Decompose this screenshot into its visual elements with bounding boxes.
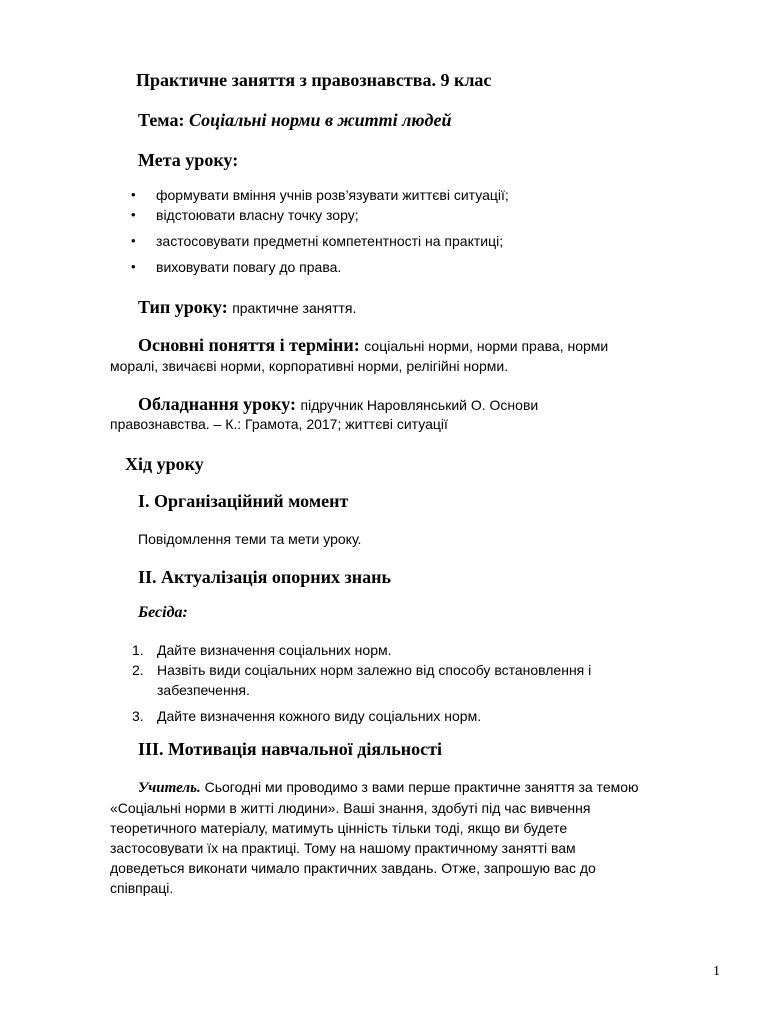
page-number: 1	[713, 964, 720, 979]
topic-line	[138, 110, 452, 131]
section3-heading: ІІІ. Мотивація навчальної діяльності	[138, 739, 442, 759]
concepts-text-2: моралі, звичаєві норми, корпоративні норми, релігійні норми.	[110, 358, 509, 374]
equipment-text-2: правознавства. – К.: Грамота, 2017; життєві ситуації	[110, 416, 448, 432]
question-number: 1.	[132, 642, 144, 658]
paragraph-line-3: теоретичного матеріалу, матимуть цінність тільки тоді, якщо ви будете	[110, 820, 568, 836]
section3-paragraph	[110, 777, 720, 898]
question-text: Назвіть види соціальних норм залежно від способу встановлення і	[157, 662, 592, 678]
paragraph-line-2: «Соціальні норми в житті людини». Ваші знання, здобуті під час вивчення	[110, 800, 591, 816]
question-text: Дайте визначення соціальних норм.	[157, 642, 392, 658]
paragraph-line-5: доведеться виконати чимало практичних завдань. Отже, запрошую вас до	[110, 860, 596, 876]
paragraph-text-1: Сьогодні ми проводимо з вами перше практичне заняття за темою	[204, 779, 639, 795]
course-heading: Хід уроку	[125, 454, 204, 474]
goal-list	[128, 186, 509, 278]
concepts-label: Основні поняття і терміни:	[138, 335, 360, 355]
question-text-continued: забезпечення.	[157, 682, 250, 698]
question-item	[132, 706, 591, 726]
goal-item: • формувати вміння учнів розв’язувати життєві ситуації;	[128, 186, 509, 206]
document-title: Практичне заняття з правознавства. 9 клас	[136, 70, 492, 90]
paragraph-line-1	[110, 777, 720, 798]
goal-heading: Мета уроку:	[138, 150, 239, 170]
paragraph-line-6: співпраці.	[110, 880, 174, 896]
section1-heading: І. Організаційний момент	[138, 491, 349, 511]
goal-item: • застосовувати предметні компетентності на практиці;	[128, 232, 509, 258]
question-item	[132, 640, 591, 660]
topic-value: Соціальні норми в житті людей	[188, 110, 452, 130]
section2-heading: ІІ. Актуалізація опорних знань	[138, 567, 391, 587]
lesson-type-label: Тип уроку:	[138, 297, 228, 317]
equipment-line-1	[138, 394, 538, 415]
question-text: Дайте визначення кожного виду соціальних норм.	[157, 708, 482, 724]
question-item	[132, 660, 591, 706]
speaker-label: Учитель.	[138, 780, 201, 796]
section2-subheading: Бесіда:	[138, 604, 188, 621]
concepts-line-1	[138, 335, 608, 356]
paragraph-line-4: застосовувати їх на практиці. Тому на нашому практичному занятті вам	[110, 840, 576, 856]
goal-item: • відстоювати власну точку зору;	[128, 206, 509, 232]
questions-list	[132, 640, 591, 726]
question-number: 3.	[132, 708, 144, 724]
section1-text: Повідомлення теми та мети уроку.	[138, 531, 362, 547]
lesson-type-value: практичне заняття.	[232, 300, 357, 316]
concepts-text-1: соціальні норми, норми права, норми	[364, 338, 609, 354]
goal-item: • виховувати повагу до права.	[128, 258, 509, 278]
equipment-label: Обладнання уроку:	[138, 394, 296, 414]
lesson-type-line	[138, 297, 356, 318]
topic-label: Тема:	[138, 110, 185, 130]
question-number: 2.	[132, 662, 144, 678]
equipment-text-1: підручник Наровлянський О. Основи	[300, 397, 539, 413]
